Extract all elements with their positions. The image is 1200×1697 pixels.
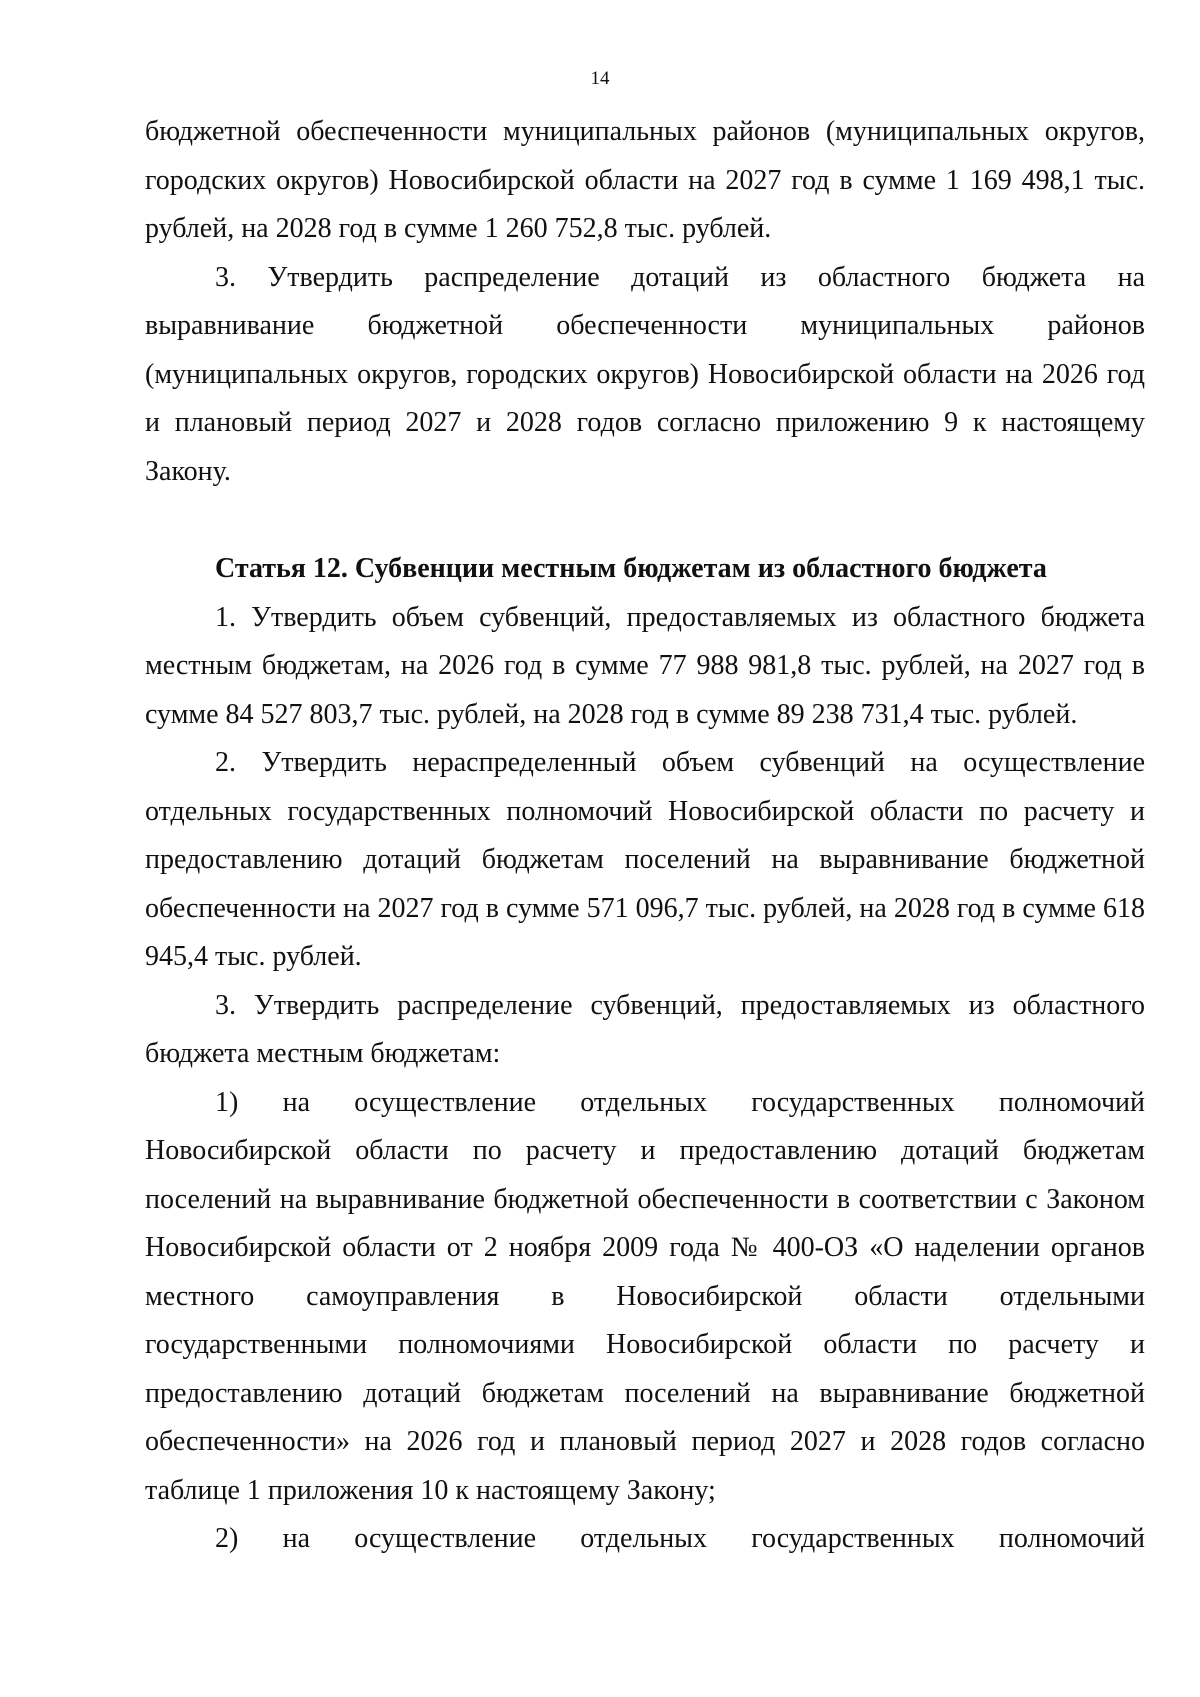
paragraph-undistributed-subventions: 2. Утвердить нераспределенный объем субвенций на осуществление отдельных государственных полномочий Новосибирской области по расчету и предоставлению дотаций бюджетам поселений на выравнивание бюджетной обеспеченности на 2027 год в сумме 571 096,7 тыс. рублей, на 2028 год в сумме 618 945,4 тыс. рублей. [145,747,1145,972]
paragraph-subvention-volume: 1. Утвердить объем субвенций, предоставляемых из областного бюджета местным бюджетам, на 2026 год в сумме 77 988 981,8 тыс. рублей, на 2027 год в сумме 84 527 803,7 тыс. рублей, на 2028 год в сумме 89 238 731,4 тыс. рублей. [145,601,1145,730]
page-number: 14 [590,68,610,89]
section-spacer [145,496,1145,545]
article-12-heading: Статья 12. Субвенции местным бюджетам из областного бюджета [215,553,1047,584]
paragraph-subsidy-distribution: 3. Утвердить распределение дотаций из областного бюджета на выравнивание бюджетной обеспеченности муниципальных районов (муниципальных округов, городских округов) Новосибирской области на 2026 год и плановый период 2027 и 2028 годов согласно приложению 9 к настоящему Закону. [145,261,1145,487]
list-item-1: 1) на осуществление отдельных государственных полномочий Новосибирской области по расчету и предоставлению дотаций бюджетам поселений на выравнивание бюджетной обеспеченности в соответствии с Законом Новосибирской области от 2 ноября 2009 года № 400-ОЗ «О наделении органов местного самоуправления в Новосибирской области отдельными государственными полномочиями Новосибирской области по расчету и предоставлению дотаций бюджетам поселений на выравнивание бюджетной обеспеченности» на 2026 год и плановый период 2027 и 2028 годов согласно таблице 1 приложения 10 к настоящему Закону; [145,1086,1145,1506]
list-item-2: 2) на осуществление отдельных государственных полномочий [215,1523,1145,1554]
paragraph-subvention-distribution: 3. Утвердить распределение субвенций, предоставляемых из областного бюджета местным бюджетам: [145,989,1145,1069]
paragraph-budget-continuation: бюджетной обеспеченности муниципальных районов (муниципальных округов, городских округов) Новосибирской области на 2027 год в сумме 1 169 498,1 тыс. рублей, на 2028 год в сумме 1 260 752,8 тыс. рублей. [145,116,1145,244]
document-body [145,108,1145,1564]
